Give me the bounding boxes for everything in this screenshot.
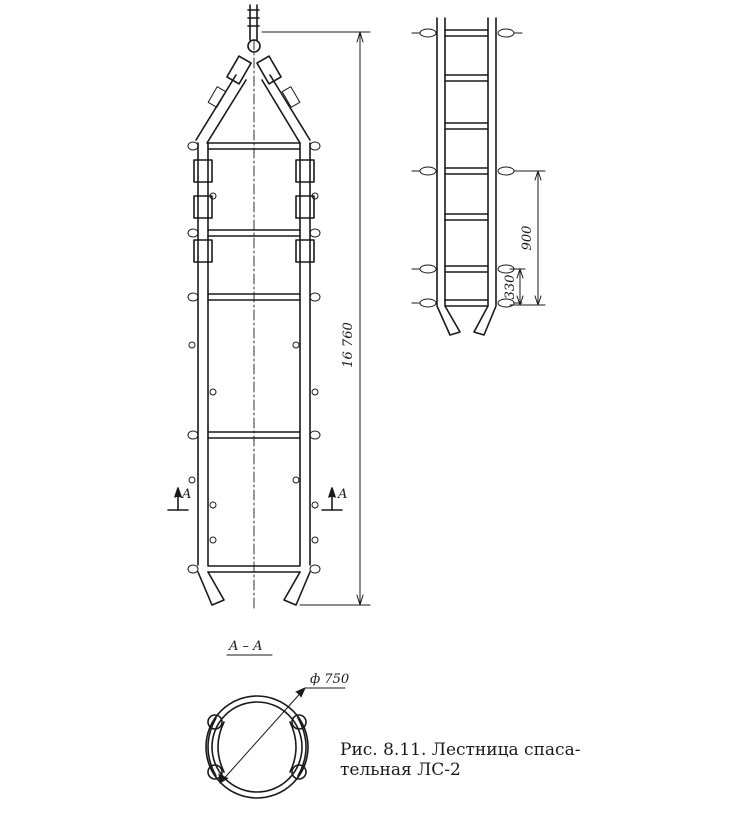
caption-line-2: тельная ЛС-2 <box>340 760 461 780</box>
right-upper-tube <box>262 75 310 143</box>
detail-rungs <box>445 30 488 306</box>
section-title: A – A <box>229 639 263 654</box>
figure-caption <box>340 740 640 780</box>
diameter-label: ф 750 <box>310 672 350 687</box>
section-left-label: A <box>182 487 192 502</box>
step-900-label: 900 <box>520 225 535 251</box>
height-dimension <box>262 32 370 605</box>
left-upper-tube <box>196 75 246 143</box>
step-330-label: 330 <box>503 274 518 300</box>
top-hook <box>248 5 259 40</box>
left-rail <box>198 143 208 565</box>
section-aa-view <box>206 688 345 798</box>
right-foot <box>284 572 310 605</box>
right-rail <box>300 143 310 565</box>
main-ladder <box>188 5 320 610</box>
overall-height-label: 16 760 <box>341 322 356 368</box>
section-right-label: A <box>338 487 348 502</box>
caption-line-1: Рис. 8.11. Лестница спаса- <box>340 740 581 760</box>
left-foot <box>198 572 224 605</box>
